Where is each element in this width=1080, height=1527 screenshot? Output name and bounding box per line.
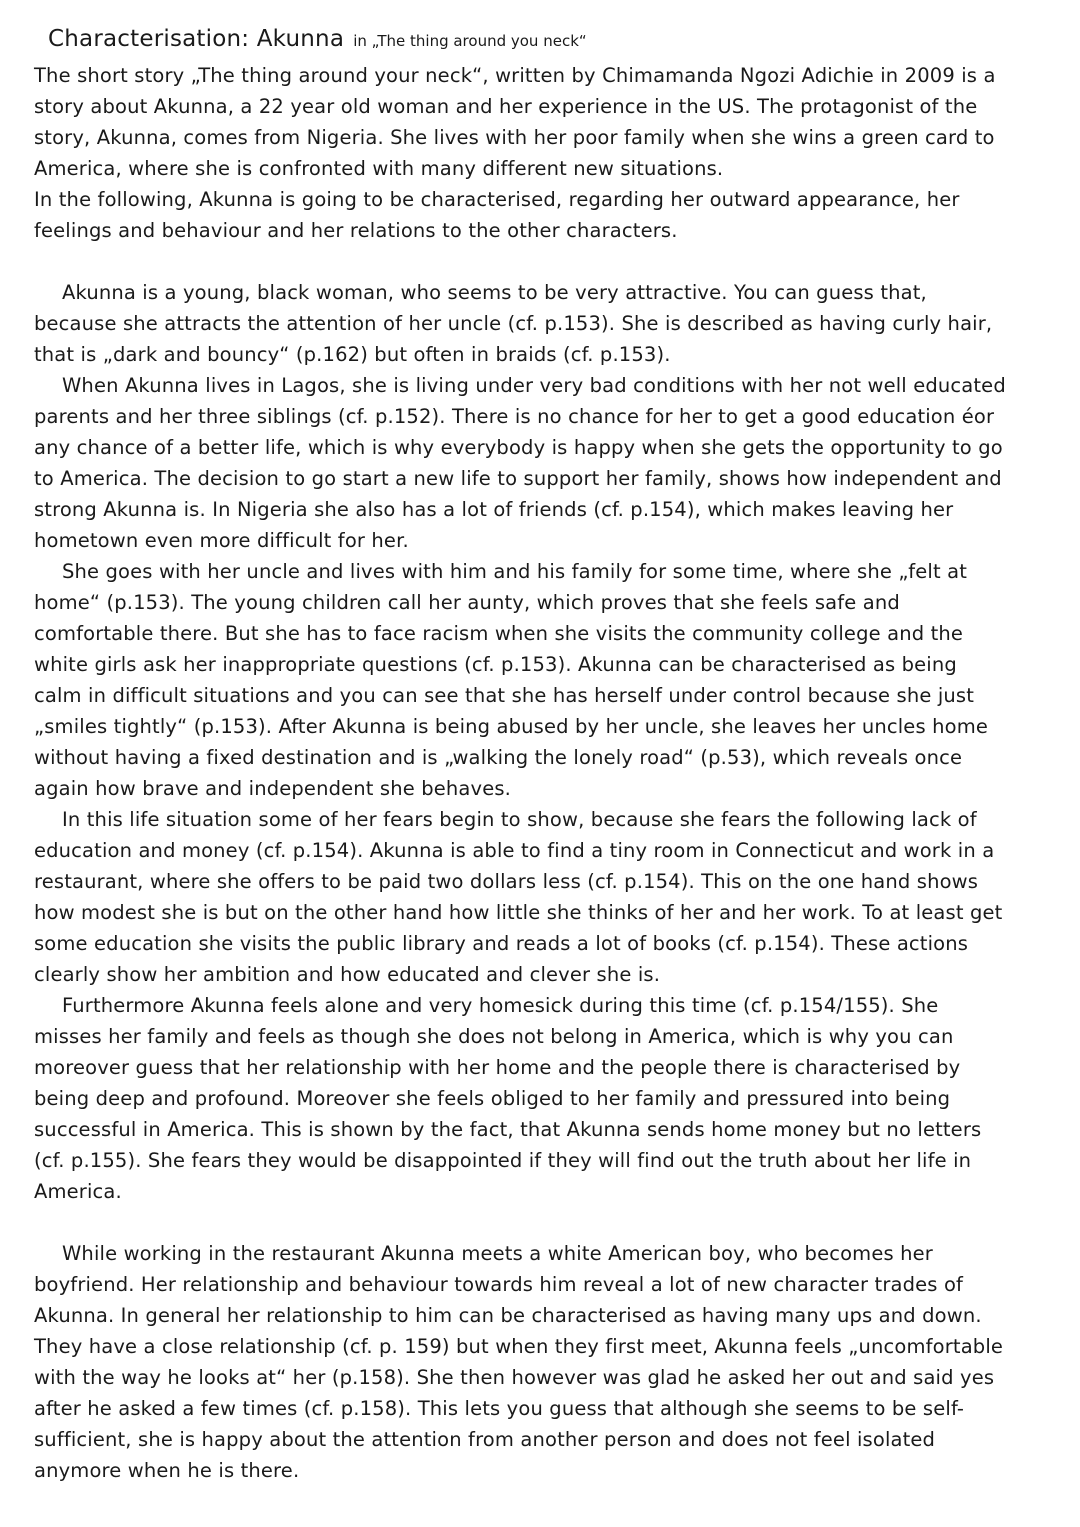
paragraph-fears: In this life situation some of her fears begin to show, because she fears the following lack of education and money (cf. p.154). Akunna is able to find a tiny room in Connecticut and work in a restaurant, where she offers to be paid two dollars less (cf. p.154). This on the one hand shows how modest she is but on the other hand how little she thinks of her and her work. To at least get some education she visits the public library and reads a lot of books (cf. p.154). These actions clearly show her ambition and how educated and clever she is. (34, 808, 1003, 986)
title-main: Characterisation: Akunna (48, 26, 345, 52)
paragraph-uncle: She goes with her uncle and lives with him and his family for some time, where she „felt at home“ (p.153). The young children call her aunty, which proves that she feels safe and comfortable there. But she has to face racism when she visits the community college and the white girls ask her inappropriate questions (cf. p.153). Akunna can be characterised as being calm in difficult situations and you can see that she has herself under control because she just „smiles tightly“ (p.153). After Akunna is being abused by her uncle, she leaves her uncles home without having a fixed destination and is „walking the lonely road“ (p.53), which reveals once again how brave and independent she behaves. (34, 560, 988, 800)
paragraph-appearance: Akunna is a young, black woman, who seems to be very attractive. You can guess that, because she attracts the attention of her uncle (cf. p.153). She is described as having curly hair, that is „dark and bouncy“ (p.162) but often in braids (cf. p.153). (34, 281, 993, 366)
paragraph-boyfriend: While working in the restaurant Akunna meets a white American boy, who becomes her boyfriend. Her relationship and behaviour towards him reveal a lot of new character trades of Akunna. In general her relationship to him can be characterised as having many ups and down. They have a close relationship (cf. p. 159) but when they first meet, Akunna feels „uncomfortable with the way he looks at“ her (p.158). She then however was glad he asked her out and said yes after he asked a few times (cf. p.158). This lets you guess that although she seems to be self-sufficient, she is happy about the attention from another person and does not feel isolated anymore when he is there. (34, 1242, 1004, 1482)
paragraph-intro-followup: In the following, Akunna is going to be characterised, regarding her outward appearance, her feelings and behaviour and her relations to the other characters. (34, 188, 960, 242)
title-suffix: in „The thing around you neck“ (353, 32, 587, 50)
paragraph-lagos: When Akunna lives in Lagos, she is living under very bad conditions with her not well educated parents and her three siblings (cf. p.152). There is no chance for her to get a good education éor any chance of a better life, which is why everybody is happy when she gets the opportunity to go to America. The decision to go start a new life to support her family, shows how independent and strong Akunna is. In Nigeria she also has a lot of friends (cf. p.154), which makes leaving her hometown even more difficult for her. (34, 374, 1006, 552)
paragraph-intro: The short story „The thing around your neck“, written by Chimamanda Ngozi Adichie in 2009 is a story about Akunna, a 22 year old woman and her experience in the US. The protagonist of the story, Akunna, comes from Nigeria. She lives with her poor family when she wins a green card to America, where she is confronted with many different new situations. (34, 64, 996, 180)
document-title (48, 26, 1010, 52)
paragraph-homesick: Furthermore Akunna feels alone and very homesick during this time (cf. p.154/155). She misses her family and feels as though she does not belong in America, which is why you can moreover guess that her relationship with her home and the people there is characterised by being deep and profound. Moreover she feels obliged to her family and pressured into being successful in America. This is shown by the fact, that Akunna sends home money but no letters (cf. p.155). She fears they would be disappointed if they will find out the truth about her life in America. (34, 994, 982, 1203)
